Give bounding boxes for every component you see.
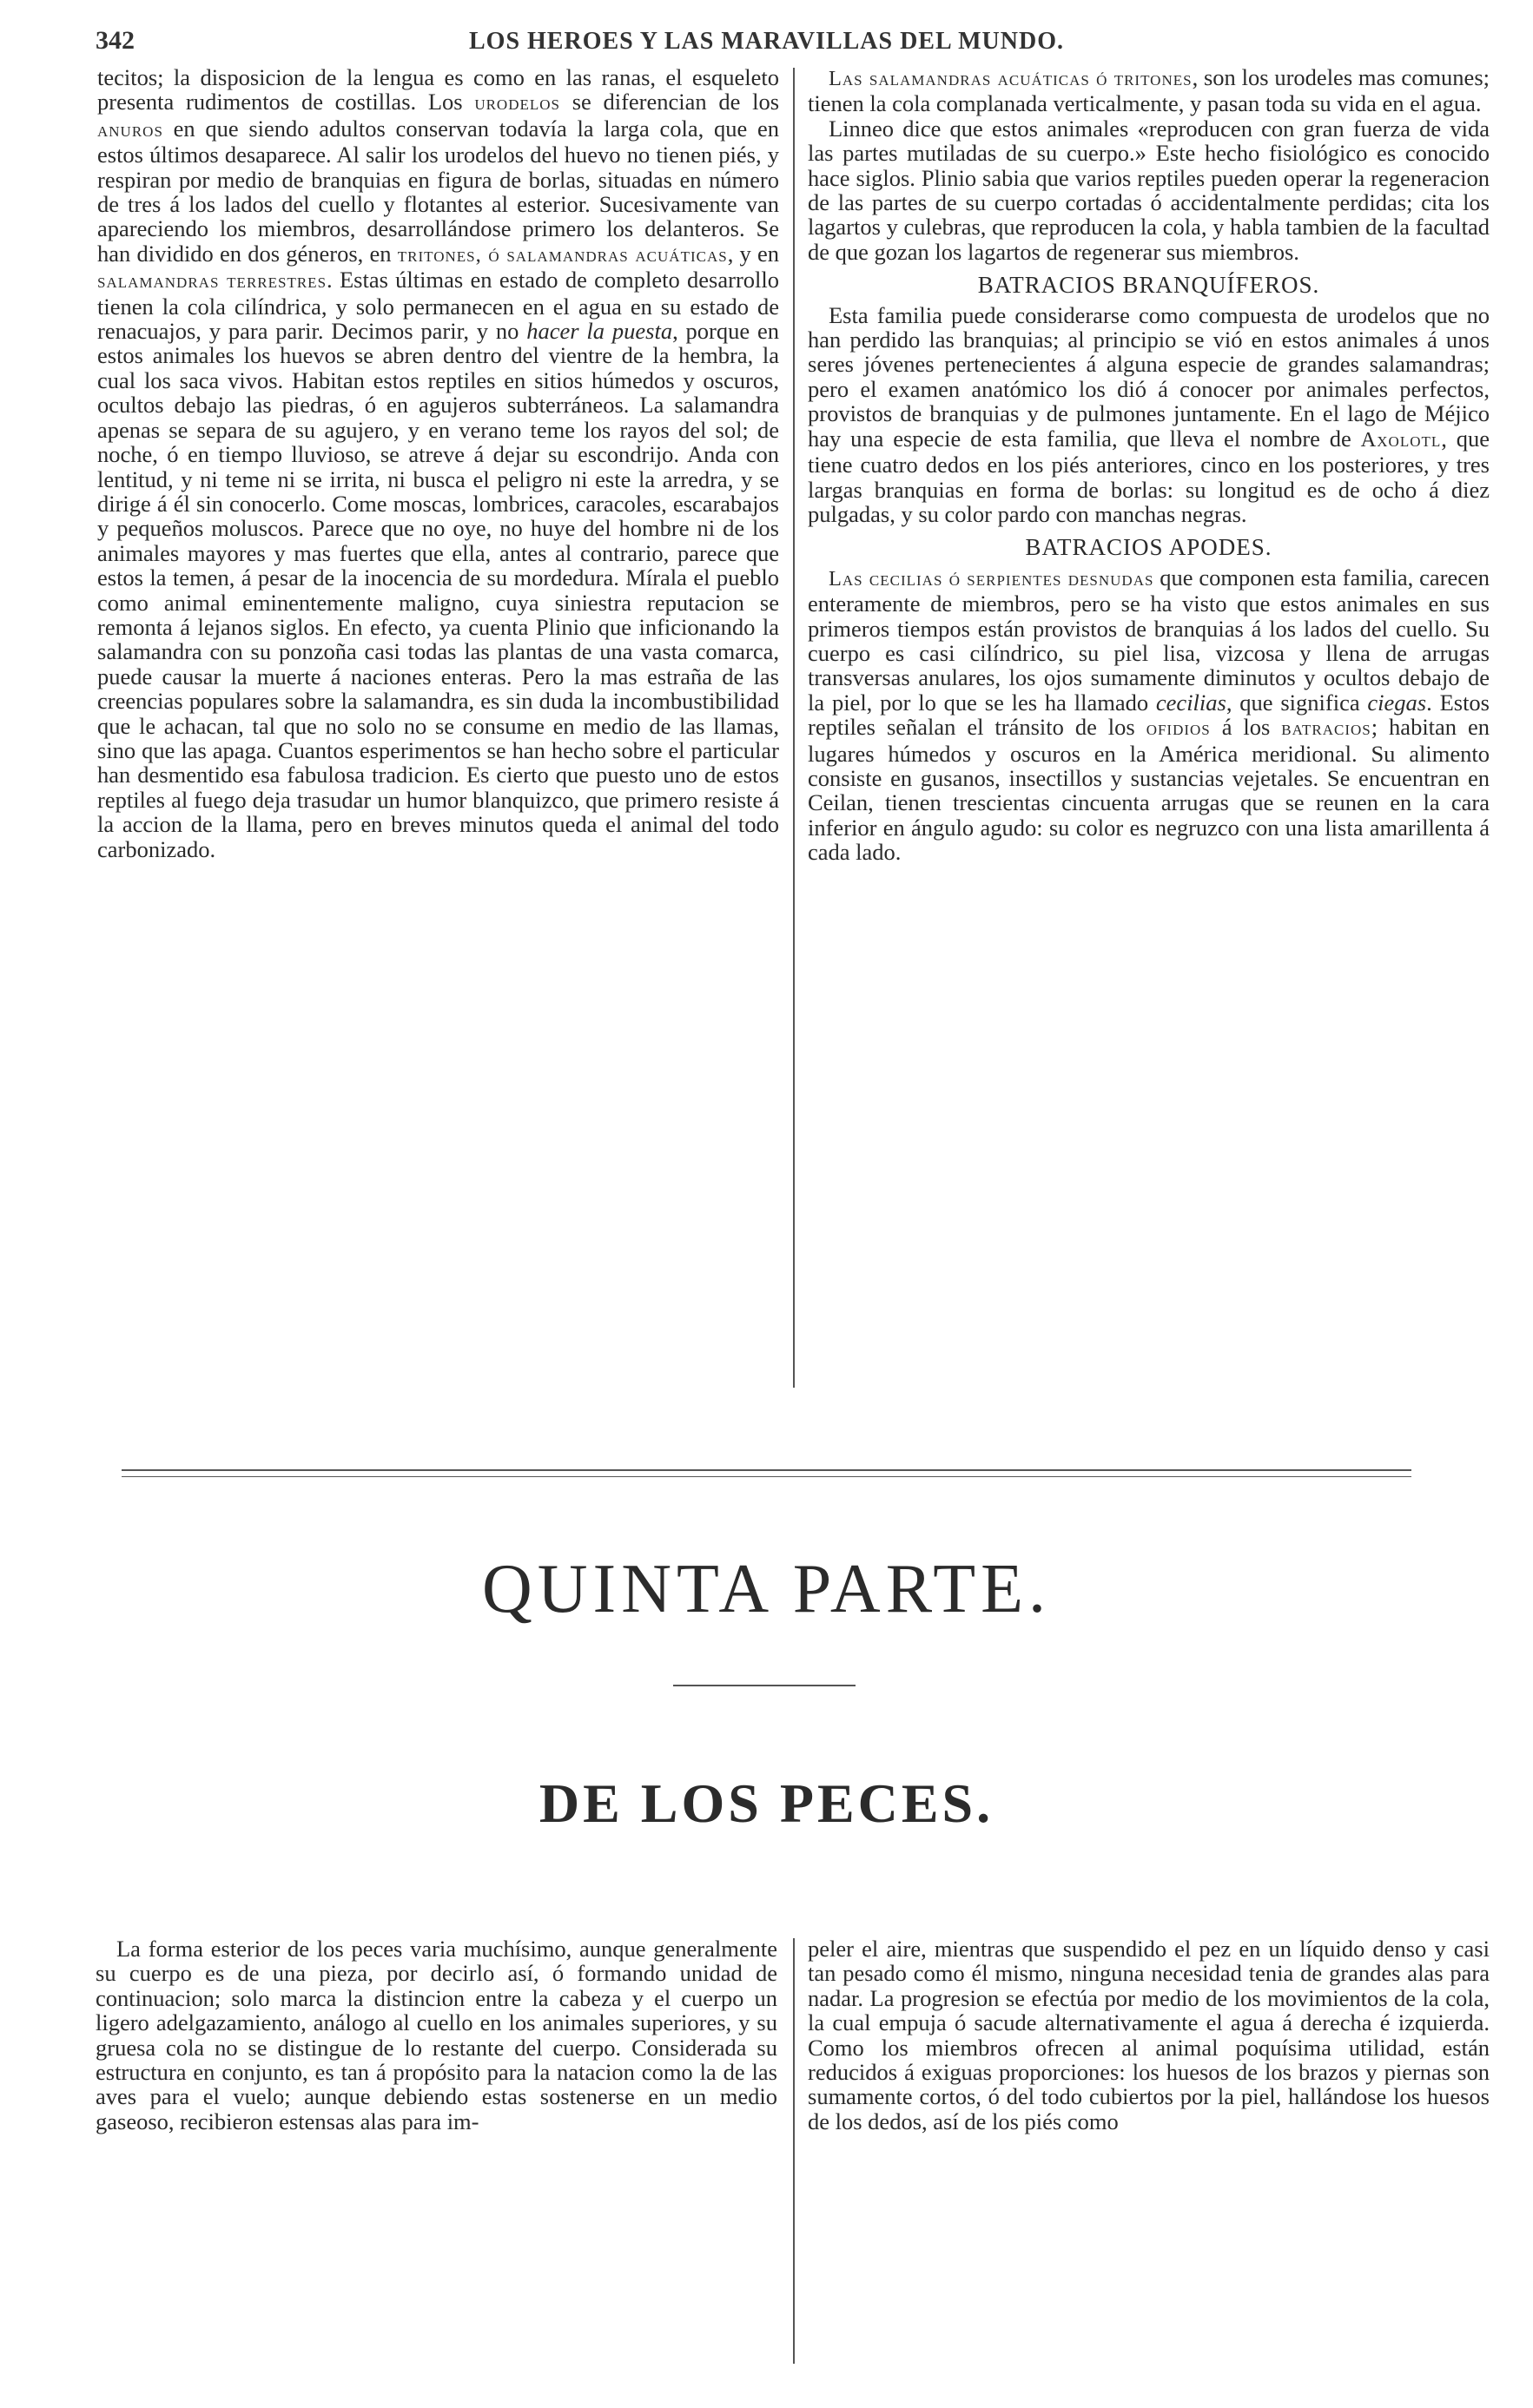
text-run: que componen esta familia, carecen enteramente de miembros, pero se ha visto que estos animales en sus primeros tiempos están provistos de branquias á los lados del cuello. Su cuerpo es casi cilíndrico, su piel lisa, vizcosa y llena de arrugas transversas anulares, los ojos sumamente diminutos y ocultos debajo de la piel, por lo que se les ha llamado <box>808 564 1490 716</box>
text-column-top-right <box>808 65 1490 865</box>
text-run: á los <box>1210 714 1282 741</box>
running-title: LOS HEROES Y LAS MARAVILLAS DEL MUNDO. <box>469 28 1064 55</box>
term-ofidios: ofidios <box>1146 716 1211 741</box>
paragraph-peces-continued: peler el aire, mientras que suspendido el pez en un líquido denso y casi tan pesado como él mismo, ninguna necesidad tenia de grandes alas para nadar. La progresion se efectúa por medio de los movimientos de la cola, la cual empuja ó sacude alternativamente el agua á derecha é izquierda. Como los miembros ofrecen al animal poquísima utilidad, están reducidos á exiguas proporciones: los huesos de los brazos y piernas son sumamente cortos, ó del todo cubiertos por la piel, hallándose los huesos de los dedos, así de los piés como <box>808 1936 1490 2134</box>
column-divider-bottom <box>793 1938 795 2364</box>
term-axolotl: Axolotl <box>1360 427 1442 452</box>
term-ciegas: ciegas <box>1367 689 1427 716</box>
text-column-bottom-right <box>808 1936 1490 2134</box>
paragraph-linneo: Linneo dice que estos animales «reproducen con gran fuerza de vida las partes mutiladas de su cuerpo.» Este hecho fisiológico es conocido hace siglos. Plinio sabia que varios reptiles pueden operar la regeneracion de las partes de su cuerpo cortadas ó accidentalmente perdidas; cita los lagartos y culebras, que reproducen la cola, y habla tambien de la facultad de que gozan los lagartos de regenerar sus miembros. <box>808 115 1490 265</box>
paragraph-apodes <box>808 565 1490 865</box>
term-hacer-la-puesta: hacer la puesta <box>526 318 673 345</box>
term-batracios: batracios <box>1281 716 1371 741</box>
text-run: tecitos; la disposicion de la lengua es como en las ranas, el esqueleto presenta rudimentos de costillas. Los <box>97 64 779 115</box>
text-column-bottom-left <box>96 1936 777 2134</box>
text-run: , que significa <box>1226 689 1368 716</box>
page-number: 342 <box>96 26 135 55</box>
running-head <box>0 26 1533 61</box>
term-tritones: tritones, ó salamandras acuáticas <box>397 242 728 267</box>
text-run: en que siendo adultos conservan todavía la larga cola, que en estos últimos desaparece. Al salir los urodelos del huevo no tienen piés, y respiran por medio de branquias en figura de borlas, situadas en número de tres á los lados del cuello y flotantes al esterior. Sucesivamente van apareciendo los miembros, desarrollándose primero los delanteros. Se han dividido en dos géneros, en <box>97 115 779 267</box>
part-title: QUINTA PARTE. <box>482 1551 1051 1627</box>
paragraph-urodelos <box>97 65 779 861</box>
section-separator-rule <box>122 1469 1411 1477</box>
text-column-top-left <box>97 65 779 861</box>
section-title: DE LOS PECES. <box>539 1772 994 1834</box>
text-run: ; habitan en lugares húmedos y oscuros en la América meridional. Su alimento consiste en gusanos, insectillos y sustancias vejetales. Se encuentran en Ceilan, tienen trescientas cincuenta arrugas que se reunen en la cara inferior en ángulo agudo: su color es negruzco con una lista amarillenta á cada lado. <box>808 714 1490 866</box>
term-anuros: anuros <box>97 117 163 142</box>
text-run: se diferencian de los <box>559 89 780 115</box>
text-run: , son los urodeles mas comunes; tienen la cola complanada verticalmente, y pasan toda su vida en el agua. <box>808 64 1490 117</box>
text-run: . Estos reptiles señalan el tránsito de los <box>808 689 1490 741</box>
term-cecilias: Las cecilias ó serpientes desnudas <box>829 566 1154 590</box>
term-salamandras-acuaticas: Las salamandras acuáticas ó tritones <box>829 67 1193 90</box>
text-run: , y en <box>727 240 779 267</box>
paragraph-branquiferos <box>808 303 1490 527</box>
text-run: Esta familia puede considerarse como compuesta de urodelos que no han perdido las branquias; al principio se vió en estos animales á unos seres jóvenes pertenecientes á alguna especie de grandes salamandras; pero el examen anatómico los dió á conocer por animales perfectos, provistos de branquias y de pulmones juntamente. En el lago de Méjico hay una especie de esta familia, que lleva el nombre de <box>808 301 1490 452</box>
text-run: . Estas últimas en estado de completo desarrollo tienen la cola cilíndrica, y solo permanecen en el agua en su estado de renacuajos, y para parir. Decimos parir, y no <box>97 267 779 345</box>
title-divider <box>673 1685 856 1686</box>
term-cecilias-italic: cecilias <box>1155 689 1226 716</box>
term-salamandras-terrestres: salamandras terrestres <box>97 269 327 294</box>
term-urodelos: urodelos <box>474 91 560 115</box>
paragraph-peces-intro: La forma esterior de los peces varia muchísimo, aunque generalmente su cuerpo es de una pieza, por decirlo así, ó formando unidad de continuacion; solo marca la distincion entre la cabeza y el cuerpo un ligero adelgazamiento, análogo al cuello en los animales superiores, y su gruesa cola no se distingue de lo restante del cuerpo. Considerada su estructura en conjunto, es tan á propósito para la natacion como la de las aves para el vuelo; aunque debiendo estas sostenerse en un medio gaseoso, recibieron estensas alas para im- <box>96 1936 777 2134</box>
heading-batracios-branquiferos: BATRACIOS BRANQUÍFEROS. <box>977 272 1320 299</box>
heading-batracios-apodes: BATRACIOS APODES. <box>1025 534 1272 561</box>
column-divider <box>793 68 795 1388</box>
text-run: , que tiene cuatro dedos en los piés anteriores, cinco en los posteriores, y tres largas branquias en forma de borlas: su longitud es de ocho á diez pulgadas, y su color pardo con manchas negras. <box>808 425 1490 527</box>
text-run: , porque en estos animales los huevos se abren dentro del vientre de la hembra, la cual los saca vivos. Habitan estos reptiles en sitios húmedos y oscuros, ocultos debajo las piedras, ó en agujeros subterráneos. La salamandra apenas se separa de su agujero, y en verano teme los rayos del sol; de noche, ó en tiempo lluvioso, se atreve á dejar su escondrijo. Anda con lentitud, y ni teme ni se irrita, ni busca el peligro ni este la arredra, y se dirige á él sin conocerlo. Come moscas, lombrices, caracoles, escarabajos y pequeños moluscos. Parece que no oye, no huye del hombre ni de los animales mayores y mas fuertes que ella, antes al contrario, parece que estos la temen, á pesar de la inocencia de su mordedura. Mírala el pueblo como animal eminentemente maligno, cuya siniestra reputacion se remonta á lejanos siglos. En efecto, ya cuenta Plinio que inficionando la salamandra con su ponzoña casi todas las plantas de una vasta comarca, puede causar la muerte á naciones enteras. Pero la mas estraña de las creencias populares sobre la salamandra, es sin duda la incombustibilidad que le achacan, tal que no solo no se consume en medio de las llamas, sino que las apaga. Cuantos esperimentos se han hecho sobre el particular han desmentido esa fabulosa tradicion. Es cierto que puesto uno de estos reptiles al fuego deja trasudar un humor blanquizco, que primero resiste á la accion de la llama, pero en breves minutos queda el animal del todo carbonizado. <box>97 318 779 862</box>
paragraph-tritones <box>808 65 1490 116</box>
